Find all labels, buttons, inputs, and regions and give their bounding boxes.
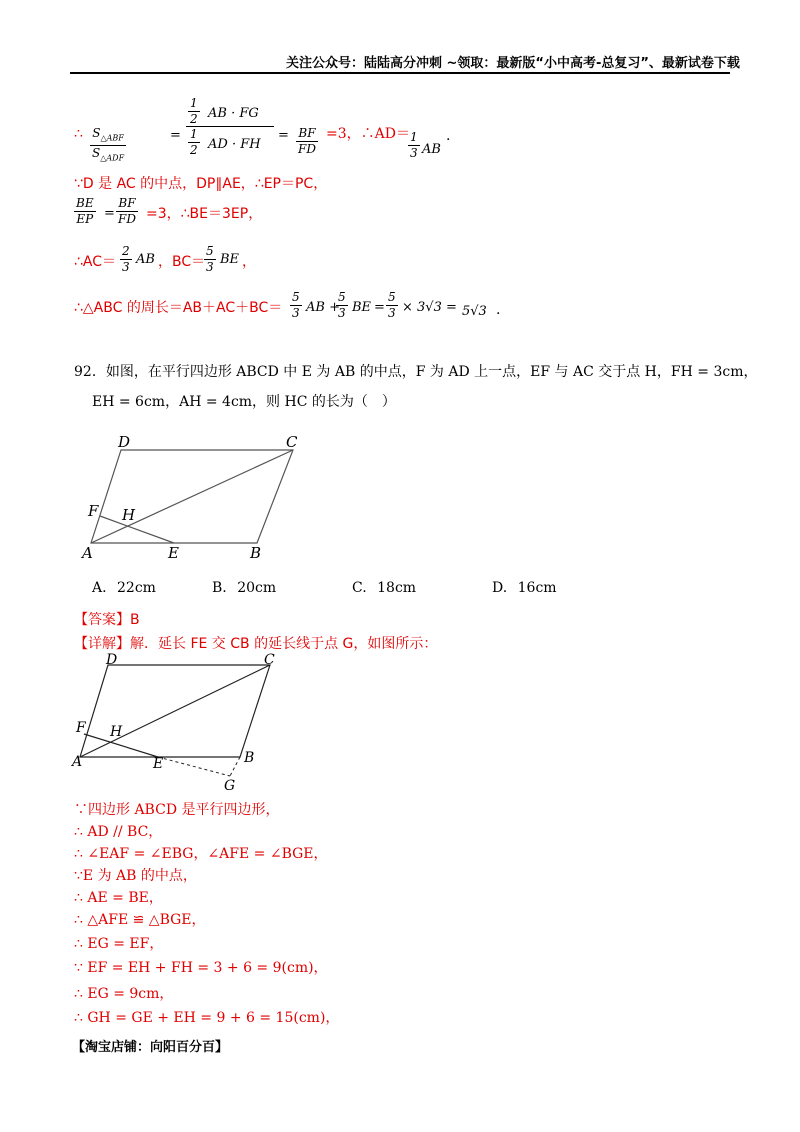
label-H: H — [122, 506, 136, 524]
area-ratio-fraction — [90, 126, 126, 166]
option-d-letter: D. — [492, 580, 508, 596]
ad-fh: AD · FH — [208, 137, 261, 152]
option-c[interactable] — [352, 580, 416, 596]
be-term-2: BE — [352, 300, 372, 315]
option-d-value: 16cm — [517, 580, 557, 596]
step-9: ∴ EG = 9cm， — [74, 986, 174, 1002]
dashed-bg — [230, 757, 240, 776]
bc-eq-label: ，BC＝ — [158, 254, 206, 270]
bf-fd-fraction-2: $\frac{BF}{FD}$ — [118, 196, 136, 226]
solution-line-2: ∵D 是 AC 的中点，DP∥AE，∴EP＝PC， — [74, 176, 328, 192]
option-c-letter: C. — [352, 580, 367, 596]
equals-5: = — [374, 300, 385, 315]
equals-1: = — [170, 128, 181, 143]
label-D-2: D — [106, 652, 118, 668]
line-4-comma: ， — [242, 254, 256, 270]
step-3: ∴ ∠EAF = ∠EBG，∠AFE = ∠BGE， — [74, 846, 328, 862]
ab-plus: AB + — [306, 300, 340, 315]
option-a-value: 22cm — [117, 580, 156, 596]
half-top: $\frac{1}{2}$ — [190, 96, 198, 126]
one-third-fraction: $\frac{1}{3}$ — [410, 130, 418, 160]
be-3ep-tail: =3，∴BE＝3EP， — [146, 206, 263, 222]
ab-term-2: AB — [136, 252, 155, 267]
detail-intro: 解．延长 FE 交 CB 的延长线于点 G，如图所示： — [130, 636, 438, 652]
step-4: ∵E 为 AB 的中点， — [74, 868, 197, 884]
label-G: G — [224, 778, 236, 792]
area-S-bottom-sub: △ADF — [100, 153, 125, 163]
option-b-value: 20cm — [237, 580, 277, 596]
question-line-2: EH = 6cm，AH = 4cm，则 HC 的长为（ ） — [92, 394, 396, 410]
label-F-2: F — [76, 720, 86, 736]
equals-6: = — [446, 300, 457, 315]
ab-fg: AB · FG — [208, 106, 259, 121]
equals-2: = — [278, 128, 289, 143]
label-C: C — [286, 433, 298, 451]
option-b-letter: B. — [212, 580, 227, 596]
be-ep-fraction: $\frac{BE}{EP}$ — [76, 196, 94, 226]
therefore-symbol: ∴ — [74, 126, 83, 142]
label-C-2: C — [264, 652, 275, 668]
equals-3: = — [104, 206, 115, 221]
dashed-eg — [158, 757, 230, 776]
detail-line — [74, 634, 437, 654]
diagonal-ac-2 — [80, 665, 270, 757]
label-H-2: H — [110, 724, 123, 740]
label-A: A — [82, 544, 93, 562]
header-rule — [70, 72, 730, 74]
perimeter-label: ∴△ABC 的周长＝AB＋AC＋BC＝ — [74, 300, 283, 316]
option-a-letter: A. — [92, 580, 107, 596]
step-8: ∵ EF = EH + FH = 3 + 6 = 9(cm)， — [74, 960, 328, 976]
label-B-2: B — [244, 750, 255, 766]
five-root-three: 5√3 — [462, 304, 487, 319]
segment-fe — [100, 516, 174, 543]
half-bottom: $\frac{1}{2}$ — [190, 127, 198, 157]
bf-fd-fraction: $\frac{BF}{FD}$ — [298, 126, 316, 156]
line-end-dot: . — [446, 128, 451, 144]
step-6: ∴ △AFE ≌ △BGE， — [74, 912, 206, 928]
label-F: F — [88, 502, 99, 520]
ac-eq-label: ∴AC＝ — [74, 254, 117, 270]
label-E-2: E — [153, 756, 164, 772]
option-b[interactable] — [212, 580, 276, 596]
page-header: 关注公众号：陆陆高分冲刺 ~领取：最新版“小中高考-总复习”、最新试卷下载 — [286, 56, 740, 71]
option-c-value: 18cm — [377, 580, 417, 596]
perim-frac-3: $\frac{5}{3}$ — [388, 290, 396, 320]
option-a[interactable] — [92, 580, 156, 596]
area-S-top: S — [92, 126, 101, 140]
step-7: ∴ EG = EF， — [74, 936, 164, 952]
step-1: ∵四边形 ABCD 是平行四边形， — [74, 802, 280, 818]
step-5: ∴ AE = BE， — [74, 890, 163, 906]
five-thirds-fraction: $\frac{5}{3}$ — [206, 244, 214, 274]
label-E: E — [168, 544, 179, 562]
label-B: B — [250, 544, 262, 562]
perim-frac-1: $\frac{5}{3}$ — [292, 290, 300, 320]
line-5-dot: . — [496, 302, 501, 318]
detail-label: 【详解】 — [74, 636, 130, 652]
two-thirds-fraction: $\frac{2}{3}$ — [122, 244, 130, 274]
label-D: D — [118, 433, 131, 451]
be-term: BE — [220, 252, 240, 267]
label-A-2: A — [72, 754, 83, 770]
page-footer: 【淘宝店铺：向阳百分百】 — [72, 1040, 229, 1055]
half-product-fraction — [186, 98, 274, 157]
step-10: ∴ GH = GE + EH = 9 + 6 = 15(cm)， — [74, 1010, 340, 1026]
area-S-bottom: S — [92, 146, 101, 161]
answer-label: 【答案】B — [74, 612, 140, 628]
area-S-top-sub: △ABF — [100, 133, 124, 143]
parallelogram-figure — [80, 428, 320, 563]
step-2: ∴ AD // BC， — [74, 824, 163, 840]
option-d[interactable] — [492, 580, 557, 596]
ratio-tail: =3，∴AD＝ — [326, 126, 410, 142]
ab-term: AB — [422, 142, 441, 157]
extended-figure — [70, 652, 290, 792]
perim-frac-2: $\frac{5}{3}$ — [338, 290, 346, 320]
question-line-1: 92．如图，在平行四边形 ABCD 中 E 为 AB 的中点，F 为 AD 上一点，EF 与 AC 交于点 H，FH = 3cm， — [74, 364, 758, 380]
times-three-root-three: × 3√3 — [402, 300, 442, 315]
